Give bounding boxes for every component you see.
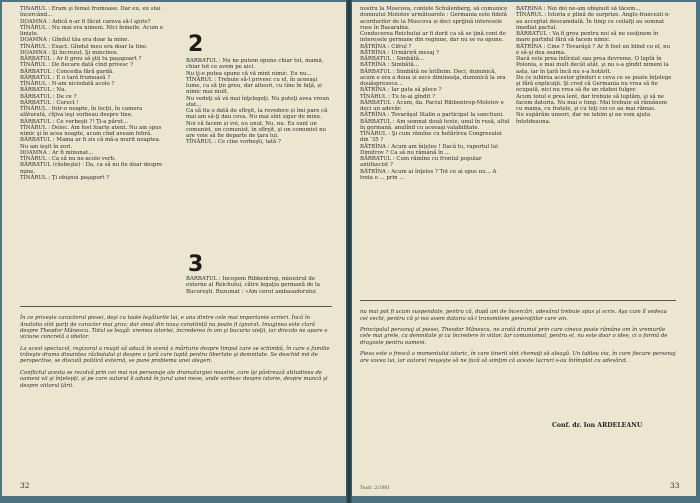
- dialogue-line: TÎNĂRUL : De fiecare dată cînd privesc ?: [20, 62, 133, 69]
- author-signature: Conf. dr. Ion ARDELEANU: [552, 422, 643, 429]
- dialogue-line: TÎNĂRUL : Eram şi femei frumoase. Dar eu, eu stai încercând...: [20, 6, 161, 19]
- dialogue-line: BĂRBATUL : Concedia fără gardă.: [20, 68, 114, 75]
- left-col-2-top: [186, 58, 332, 242]
- dialogue-line: DOAMNA : Ar fi minunat...: [20, 149, 94, 156]
- dialogue-line: TÎNĂRUL : Ţi obişnui paşaport ?: [20, 174, 110, 181]
- dialogue-line: BĂTRÎNA : Tovarăşul Stalin a participat la sanctiuni.: [360, 112, 504, 119]
- left-col-1: [20, 6, 166, 303]
- dialogue-line: Nu vedeţi să vă mai înţelegeţi. Nu puteţi avea vreun sfat...: [186, 95, 330, 108]
- scene-number-3: 3: [188, 252, 204, 277]
- dialogue-line: BĂTRÎNA : Iar gata să plece ?: [360, 87, 442, 94]
- commentary-paragraph: Conflictul acesta se rezolvă prin cei mai noi personaje ale dramaturgiei noastre, care îşi păstrează atitudinea de oameni vii şi înţelepţi, și pe care autorul îi adună în jurul unei mese, unde vorbesc despre istorie, despre muncă şi despre viitorul ţării.: [20, 369, 328, 389]
- commentary-paragraph: În ce privește caracterul piesei, deşi cu toate legăturile lui, e una dintre cele mai importante scrieri. Încă în Anatolia sînt parţi de caracter mai grav; dar omul din noua conștiință nu poate fi ignorat. Imaginea este clară despre Theodor Mănescu. Totul se leagă: vremea istoriei, încrederea în om şi bucuria vieţii, iar dincolo ne apare o viziune concretă a ideilor.: [20, 315, 328, 341]
- dialogue-line: Conducerea Reichului ar fi dorit ca să se ţină cont de interesele germane din regiune, dar nu se va opune.: [360, 31, 506, 44]
- dialogue-line: nostru la Moscova, contele Schulenberg, să comunice domnului Molotov următoarele : Germania este fidelă acordurilor de la Moscova și deci sprijină interesele ruse în Basarabia.: [360, 6, 508, 31]
- dialogue-line: BĂRBATUL : Nu.: [20, 87, 67, 94]
- dialogue-line: TÎNĂRUL : Istoria e plină de surprize. Anglo-francezii n-au acceptat deocamdată. În timp ce ceilalţi au semnat imediat pactul.: [516, 12, 671, 31]
- dialogue-line: Noi vă facem și voi, eu unul. Nu, nu. Eu sunt un comunist, un comunist, în sfîrşit, şi un comunist nu are voie să fie departe de ţara lui.: [186, 120, 327, 139]
- scene-number-2: 2: [188, 32, 204, 57]
- left-page: [2, 2, 346, 496]
- dialogue-line: BĂTRÎNA : Cifrul ?: [360, 43, 412, 50]
- dialogue-line: BĂTRÎNA : Simbătă...: [360, 62, 419, 69]
- right-commentary: [360, 304, 676, 416]
- dialogue-line: TÎNĂRUL : Ce cine vorbeşti, tată ?: [186, 139, 281, 146]
- dialogue-line: BĂTRÎNA : Urmăriră mesaj ?: [360, 49, 440, 56]
- dialogue-line: BĂRBATUL : Nu ne putem opune chiar tot, mamă, chiar tot ce avem pe aici.: [186, 58, 324, 71]
- dialogue-line: Ne supărăm uneori, dar ne iubim şi ne vom ajuta întotdeauna.: [516, 112, 651, 125]
- dialogue-line: TÎNĂRUL : Şi cum rămîne cu hotărîrea Congresului din '35 ?: [360, 131, 502, 144]
- commentary-paragraph: nu mai pot fi acum suspendate, pentru că, după ani de încercări, adevărul trebuie spus şi scris. Aşa cum îl vedeau cei vechi, pentru că şi noi avem datoria să-l transmitem generaţiilor care vin.: [360, 309, 667, 322]
- left-commentary: [20, 310, 332, 476]
- commentary-paragraph: Principalul personaj al piesei, Theodor Mănescu, ne arată drumul prin care cineva poate rămâne om în vremurile cele mai grele, cu demnitate şi cu încredere în viitor. Iar comunismul, pentru el, nu este doar o idee, ci o formă de dragoste pentru oameni.: [360, 327, 668, 346]
- dialogue-line: BĂRBATUL : Simbătă...: [360, 56, 425, 62]
- dialogue-line: BĂTRÎNA : Cine ? Tovarăşii ? Ar fi fost un blind cu el, nu e să-şi dea seama.: [516, 43, 671, 56]
- right-page: [352, 2, 696, 496]
- page-number-right: 33: [670, 481, 680, 490]
- dialogue-line: De ce iubirea acestor gînduri e ceva ce se poate înţelege şi fără explicaţii. Şi cred că Germania nu vrea să fie ocupată, nici nu vrea să fie un război fulger.: [516, 74, 672, 94]
- dialogue-line: TÎNĂRUL : Ca să nu ne-acolo verb.: [20, 156, 116, 162]
- dialogue-line: DOAMNA : Adică n-ar fi făcut careva să-l ajute?: [20, 18, 151, 25]
- dialogue-line: Acum totul e prea lent, dar trebuie să luptăm, şi să ne facem datoria. Nu mai e timp. Mai trebuie să rămânem cu mama, cu fratele, şi cu toţi cei ce au mai rămas.: [516, 93, 667, 112]
- dialogue-line: BĂRBATUL : Ce vorbeşti ?! Ţi-a părut...: [20, 118, 129, 125]
- dialogue-line: BĂRBATUL : De ce ?: [20, 93, 77, 100]
- dialogue-line: BĂRBATUL : Va fi greu pentru noi să ne susţinem în mare partidul fără să facem nimic.: [516, 31, 659, 44]
- dialogue-line: Ca să fiu o dată de sfîrşit, la revedere și îmi pare că mai am să-ţi dau ceva. Nu mai sînt sigur de mine.: [186, 108, 328, 121]
- dialogue-line: BĂTRÎNA : Acum am înţeles ! Dacă tu, raportul lui Dimitrov ? Ca să nu rămână în ...: [360, 143, 498, 156]
- dialogue-line: DOAMNA : Gîndul tău era doar la mine.: [20, 37, 130, 44]
- dialogue-line: TÎNĂRUL : Nu mai era nimeni. Nici femeile. Acum e linişte.: [20, 24, 164, 37]
- dialogue-line: TÎNĂRUL : Tu te-ai gîndit ?: [360, 93, 435, 100]
- page-number-left: 32: [20, 481, 30, 490]
- print-mark: Teatr. 2/1981: [360, 486, 391, 491]
- dialogue-line: BĂRBATUL (răsbeşte) : Da, ca să nu fie doar despre mine.: [20, 162, 163, 175]
- dialogue-line: DOAMNA : Şi încrezut. Şi mincinos.: [20, 49, 119, 56]
- dialogue-line: BĂTRÎNA : Acum ai înţeles ? Tot ce ai spus nu... A treia o ... prin ...: [360, 168, 497, 181]
- dialogue-line: BĂRBATUL : Corect !: [20, 99, 79, 106]
- dialogue-line: TÎNĂRUL : N-am niciodată acolo ?: [20, 81, 115, 87]
- right-section-divider: [360, 300, 676, 301]
- dialogue-line: BĂTRÎNA : Noi doi ne-am obişnuit să tăcem...: [516, 6, 641, 12]
- left-section-divider: [20, 306, 332, 307]
- dialogue-line: TÎNĂRUL : Deloc. Am fost foarte atent. Nu am spus nimic şi în acea noapte, acum cînd aveam febră.: [20, 124, 162, 137]
- dialogue-line: TÎNĂRUL : Exact. Gîndul meu era doar la tine.: [20, 43, 148, 50]
- left-col-2-bottom: [186, 276, 332, 303]
- dialogue-line: BĂRBATUL : Am semnat două texte, unul în rusă, altul în germană, anulînd cu aceeaşi valabilitate.: [360, 118, 510, 131]
- dialogue-line: BĂRBATUL : Mama ar fi zis că mă-a murit noaptea. Nu am ieşit în zori.: [20, 137, 161, 150]
- right-col-1: [360, 6, 510, 296]
- dialogue-line: BĂRBATUL : E o tară frumoasă ?: [20, 74, 111, 81]
- commentary-paragraph: La acest spectacol, regizorul a reuşit să aducă în scenă o mărturie despre timpul care se schimbă, în care o familie trăieşte drama dinaintea războiului şi despre o țară care luptă pentru libertate şi demnitate. Se deschid mii de perspective, se discută politică externă, se pune problema unei alegeri.: [20, 345, 330, 365]
- dialogue-line: TÎNĂRUL : Intr-o noapte, în lecţii, în camera alăturată, cîţiva ieşi vorbeau despre tine.: [20, 106, 143, 119]
- right-col-2: [516, 6, 674, 296]
- dialogue-line: BĂRBATUL : Cum rămîne cu frontul popular antifascist ?: [360, 156, 482, 169]
- dialogue-line: TÎNĂRUL : Trebuie să-l privesc cu el, în aceeaşi lume, ca să ţin greu, dar alteori, cu tine în faţă, și nimic mai mult.: [186, 76, 322, 96]
- dialogue-line: BĂRBATUL : Ar fi greu să ştii tu paşapoart ?: [20, 56, 142, 62]
- dialogue-line: BĂRBATUL : Simbătă ne întîlnim. Deci, duminică, acum e ora a doua și zece dimineaţa, duminică la ora douăsprezece...: [360, 68, 506, 87]
- dialogue-line: Dacă este prea întîrziat sau prea devreme. O luptă în Polonia, e mai mult decât atât, şi nu s-a gîndit nimeni la asta, iar în ţară încă nu s-a hotărît.: [516, 56, 669, 75]
- dialogue-line: Nu ţi-e putea spune că vă mint nimic. Eu nu...: [186, 70, 312, 77]
- commentary-paragraph: Piesa este o frescă a momentului istoric, în care tinerii sînt chemaţi să aleagă. Un tablou viu, în care fiecare personaj are vocea lui, iar autorul reuşeşte să ne facă să simţim că aceste lucruri s-au întîmplat cu adevărat.: [360, 351, 676, 364]
- dialogue-line: BĂRBATUL : Acum, da. Pactul Ribbentrop-Molotov e deci un adevăr.: [360, 99, 504, 112]
- dialogue-line: BĂRBATUL : Începem Ribbentrop, ministrul de externe al Reichului, către legaţia germană de la Bucureşti. Rezumat : «Am cerut ambasadorului: [186, 276, 320, 295]
